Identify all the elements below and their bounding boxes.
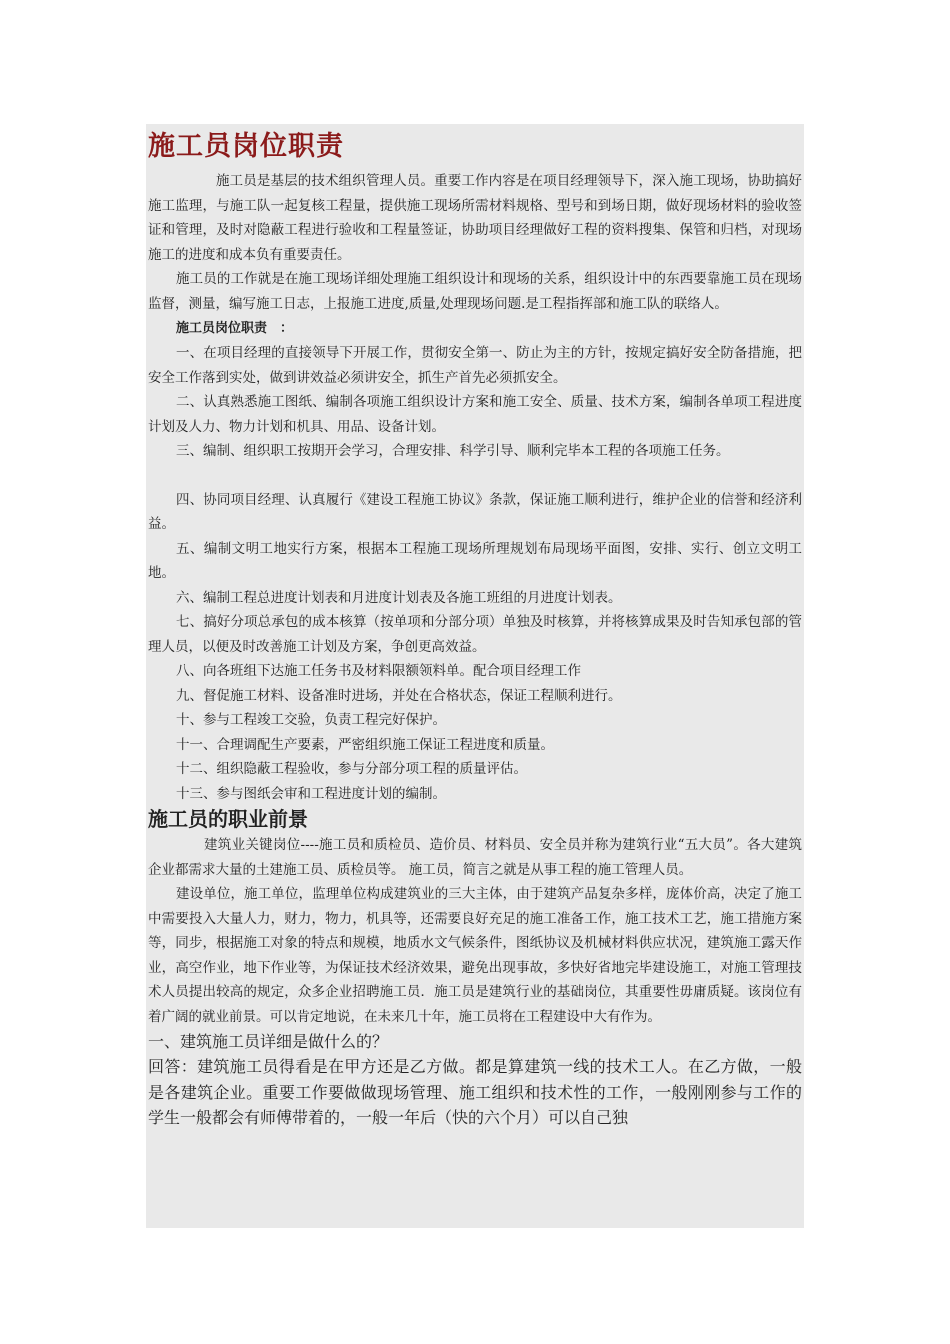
duty-item: 十一、合理调配生产要素，严密组织施工保证工程进度和质量。 bbox=[176, 736, 554, 753]
duty-item: 十三、参与图纸会审和工程进度计划的编制。 bbox=[176, 785, 446, 802]
page-title: 施工员岗位职责 bbox=[148, 131, 344, 162]
duty-item: 十、参与工程竣工交验，负责工程完好保护。 bbox=[176, 712, 446, 728]
qa-answer: 回答：建筑施工员得看是在甲方还是乙方做。都是算建筑一线的技术工人。在乙方做，一般是各建筑企业。重要工作要做做现场管理、施工组织和技术性的工作，一般刚刚参与工作的学生一般都会有师傅带着的，一般一年后（快的六个月）可以自己独 bbox=[148, 1057, 802, 1127]
duty-item: 九、督促施工材料、设备准时进场，并处在合格状态，保证工程顺利进行。 bbox=[176, 687, 622, 704]
prospect-paragraph: 建设单位，施工单位，监理单位构成建筑业的三大主体，由于建筑产品复杂多样，庞体价高，决定了施工中需要投入大量人力，财力，物力，机具等，还需要良好充足的施工准备工作，施工技术工艺，施工措施方案等，同步，根据施工对象的特点和规模，地质水文气候条件，图纸协议及机械材料供应状况，建筑施工露天作业，高空作业，地下作业等，为保证技术经济效果，避免出现事故，多快好省地完毕建设施工，对施工管理技术人员提出较高的规定，众多企业招聘施工员．施工员是建筑行业的基础岗位，其重要性毋庸质疑。该岗位有着广阔的就业前景。可以肯定地说，在未来几十年，施工员将在工程建设中大有作为。 bbox=[148, 886, 802, 1025]
duty-item: 五、编制文明工地实行方案，根据本工程施工现场所理规划布局现场平面图，安排、实行、创立文明工地。 bbox=[148, 540, 802, 581]
intro-paragraph: 施工员的工作就是在施工现场详细处理施工组织设计和现场的关系，组织设计中的东西要靠施工员在现场监督，测量，编写施工日志，上报施工进度,质量,处理现场问题.是工程指挥部和施工队的联络人。 bbox=[148, 271, 802, 312]
document-page bbox=[146, 124, 804, 1228]
duties-heading: 施工员岗位职责 ： bbox=[176, 321, 294, 336]
duty-item: 十二、组织隐蔽工程验收，参与分部分项工程的质量评估。 bbox=[176, 761, 527, 777]
prospect-paragraph: 建筑业关键岗位----施工员和质检员、造价员、材料员、安全员并称为建筑行业“五大员”。各大建筑企业都需求大量的土建施工员、质检员等。 施工员，简言之就是从事工程的施工管理人员。 bbox=[148, 837, 802, 878]
document-content bbox=[146, 124, 804, 1131]
qa-question: 一、建筑施工员详细是做什么的？ bbox=[148, 1032, 389, 1051]
section-title-prospects: 施工员的职业前景 bbox=[148, 807, 308, 831]
intro-paragraph: 施工员是基层的技术组织管理人员。重要工作内容是在项目经理领导下，深入施工现场，协助搞好施工监理，与施工队一起复核工程量，提供施工现场所需材料规格、型号和到场日期，做好现场材料的验收签证和管理，及时对隐蔽工程进行验收和工程量签证，协助项目经理做好工程的资料搜集、保管和归档，对现场施工的进度和成本负有重要责任。 bbox=[148, 173, 802, 263]
duty-item: 七、搞好分项总承包的成本核算（按单项和分部分项）单独及时核算，并将核算成果及时告知承包部的管理人员，以便及时改善施工计划及方案，争创更高效益。 bbox=[148, 614, 802, 655]
duty-item: 一、在项目经理的直接领导下开展工作，贯彻安全第一、防止为主的方针，按规定搞好安全防备措施，把安全工作落到实处，做到讲效益必须讲安全，抓生产首先必须抓安全。 bbox=[148, 345, 802, 386]
duty-item: 八、向各班组下达施工任务书及材料限额领料单。配合项目经理工作 bbox=[176, 663, 581, 679]
duty-item: 六、编制工程总进度计划表和月进度计划表及各施工班组的月进度计划表。 bbox=[176, 589, 622, 606]
duty-item: 三、编制、组织职工按期开会学习，合理安排、科学引导、顺利完毕本工程的各项施工任务。 bbox=[176, 443, 730, 459]
paragraph-gap bbox=[148, 464, 802, 488]
duty-item: 二、认真熟悉施工图纸、编制各项施工组织设计方案和施工安全、质量、技术方案，编制各单项工程进度计划及人力、物力计划和机具、用品、设备计划。 bbox=[148, 394, 802, 435]
duty-item: 四、协同项目经理、认真履行《建设工程施工协议》条款，保证施工顺利进行，维护企业的信誉和经济利益。 bbox=[148, 491, 802, 532]
